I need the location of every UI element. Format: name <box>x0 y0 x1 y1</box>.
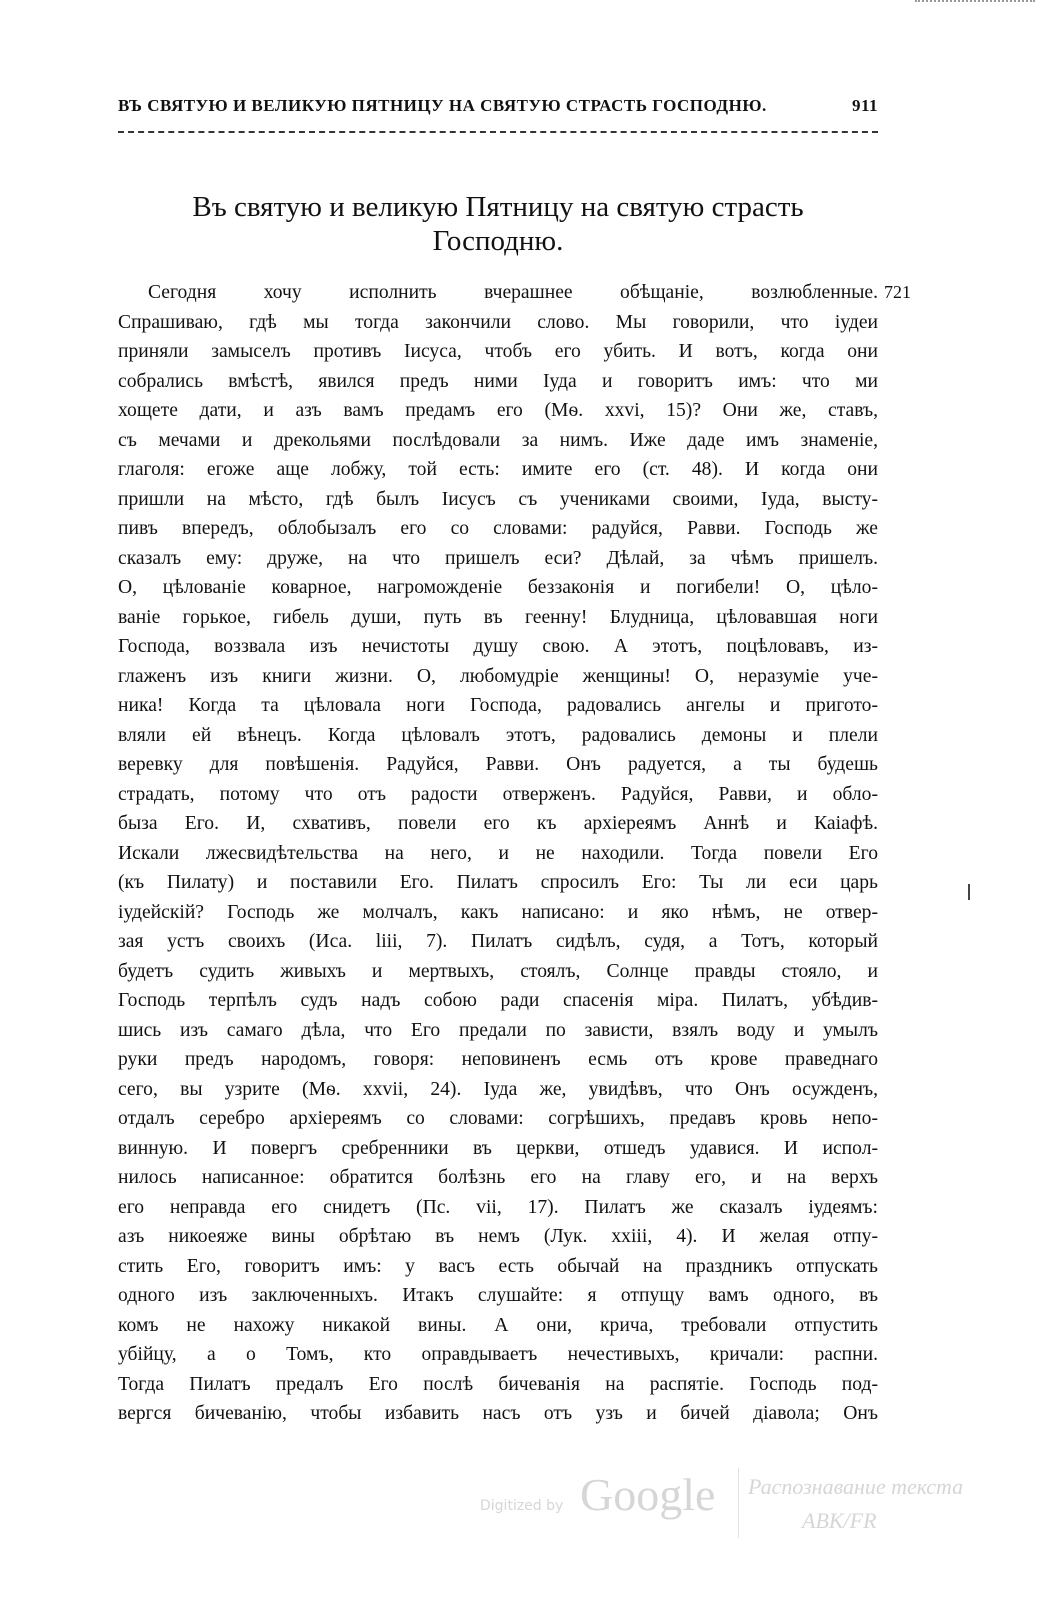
text-line: руки предъ народомъ, говоря: неповиненъ есмь отъ крове праведнаго <box>118 1049 878 1070</box>
chapter-title-line: Въ святую и великую Пятницу на святую страсть <box>192 191 804 223</box>
chapter-title <box>118 190 878 258</box>
text-line: будетъ судить живыхъ и мертвыхъ, стоялъ, Солнце правды стояло, и <box>118 960 878 982</box>
digitization-watermark <box>480 1468 1000 1548</box>
text-line: винную. И повергъ сребренники въ церкви, отшедъ удавися. И испол- <box>118 1137 878 1159</box>
text-line: глаголя: егоже аще лобжу, той есть: имите его (ст. 48). И когда они <box>118 459 878 480</box>
text-line: сказалъ ему: друже, на что пришелъ еси? Дѣлай, за чѣмъ пришелъ. <box>118 547 878 569</box>
text-line: ваніе горькое, гибель души, путь въ геенну! Блудница, цѣловавшая ноги <box>118 606 878 628</box>
text-line: шись изъ самаго дѣла, что Его предали по зависти, взялъ воду и умылъ <box>118 1019 878 1041</box>
text-line: вляли ей вѣнецъ. Когда цѣловалъ этотъ, радовались демоны и плели <box>118 724 878 746</box>
text-line: вергся бичеванію, чтобы избавить насъ отъ узъ и бичей діавола; Онъ <box>118 1403 878 1424</box>
text-line: приняли замыселъ противъ Іисуса, чтобъ его убить. И вотъ, когда они <box>118 341 878 362</box>
text-line: Сегодня хочу исполнить вчерашнее обѣщаніе, возлюбленные. <box>148 282 878 303</box>
text-line: Господа, воззвала изъ нечистоты душу свою. А этотъ, поцѣловавъ, из- <box>118 636 878 657</box>
text-line: сего, вы узрите (Мѳ. xxvii, 24). Іуда же, увидѣвъ, что Онъ осужденъ, <box>118 1078 878 1100</box>
chapter-title-line: Господню. <box>432 225 564 257</box>
text-line: азъ никоеяже вины обрѣтаю въ немъ (Лук. xxiii, 4). И желая отпу- <box>118 1226 878 1247</box>
text-line: Тогда Пилатъ предалъ Его послѣ бичеванія на распятіе. Господь под- <box>118 1373 878 1395</box>
header-rule <box>118 131 878 133</box>
watermark-google-logo: Google <box>580 1469 716 1520</box>
text-line: ника! Когда та цѣловала ноги Господа, радовались ангелы и пригото- <box>118 695 878 716</box>
watermark-divider <box>738 1468 739 1538</box>
text-line: быза Его. И, схвативъ, повели его къ архіереямъ Аннѣ и Каіафѣ. <box>118 813 878 834</box>
text-line: нилось написанное: обратится болѣзнь его на главу его, и на верхъ <box>118 1167 878 1188</box>
text-line: (къ Пилату) и поставили Его. Пилатъ спросилъ Его: Ты ли еси царь <box>118 872 878 893</box>
watermark-credit: ABK/FR <box>802 1508 877 1533</box>
text-line: зая устъ своихъ (Иса. liii, 7). Пилатъ сидѣлъ, судя, а Тотъ, который <box>118 931 878 952</box>
running-head <box>118 96 878 116</box>
text-line: іудейскій? Господь же молчалъ, какъ написано: и яко нѣмъ, не отвер- <box>118 901 878 923</box>
text-line: пришли на мѣсто, гдѣ былъ Іисусъ съ учениками своими, Іуда, высту- <box>118 488 878 510</box>
text-line: Спрашиваю, гдѣ мы тогда закончили слово. Мы говорили, что іудеи <box>118 311 878 333</box>
text-line: хощете дати, и азъ вамъ предамъ его (Мѳ. xxvi, 15)? Они же, ставъ, <box>118 400 878 421</box>
page-number: 911 <box>851 96 878 115</box>
text-line: комъ не нахожу никакой вины. А они, крича, требовали отпустить <box>118 1314 878 1336</box>
watermark-digitized: Digitized by <box>480 1498 564 1514</box>
scan-edge-mark <box>915 0 1035 6</box>
text-line: глаженъ изъ книги жизни. О, любомудріе женщины! О, неразуміе уче- <box>118 665 878 687</box>
text-line: стить Его, говоритъ имъ: у васъ есть обычай на праздникъ отпускать <box>118 1255 878 1277</box>
text-line: О, цѣлованіе коварное, нагроможденіе беззаконія и погибели! О, цѣло- <box>118 577 878 598</box>
text-line: собрались вмѣстѣ, явился предъ ними Іуда и говоритъ имъ: что ми <box>118 370 878 392</box>
text-line: пивъ впередъ, облобызалъ его со словами: радуйся, Равви. Господь же <box>118 518 878 539</box>
text-line: Искали лжесвидѣтельства на него, и не находили. Тогда повели Его <box>118 842 878 864</box>
watermark-recognition-text: Распознавание текста <box>748 1474 964 1499</box>
body-text <box>118 278 878 1429</box>
text-line: его неправда его снидетъ (Пс. vii, 17). Пилатъ же сказалъ іудеямъ: <box>118 1196 878 1218</box>
text-line: веревку для повѣшенія. Радуйся, Равви. Онъ радуется, а ты будешь <box>118 754 878 775</box>
text-line: одного изъ заключенныхъ. Итакъ слушайте: я отпущу вамъ одного, въ <box>118 1285 878 1306</box>
text-line: отдалъ серебро архіереямъ со словами: согрѣшихъ, предавъ кровь непо- <box>118 1108 878 1129</box>
scan-speck <box>968 884 970 900</box>
text-line: убійцу, а о Томъ, кто оправдываетъ нечестивыхъ, кричали: распни. <box>118 1344 878 1365</box>
margin-number: 721 <box>884 282 911 302</box>
text-line: Господь терпѣлъ судъ надъ собою ради спасенія міра. Пилатъ, убѣдив- <box>118 990 878 1011</box>
text-line: съ мечами и дрекольями послѣдовали за нимъ. Иже даде имъ знаменіе, <box>118 429 878 451</box>
text-line: страдать, потому что отъ радости отверженъ. Радуйся, Равви, и обло- <box>118 783 878 805</box>
running-head-title: ВЪ СВЯТУЮ И ВЕЛИКУЮ ПЯТНИЦУ НА СВЯТУЮ СТРАСТЬ ГОСПОДНЮ. <box>118 96 767 115</box>
